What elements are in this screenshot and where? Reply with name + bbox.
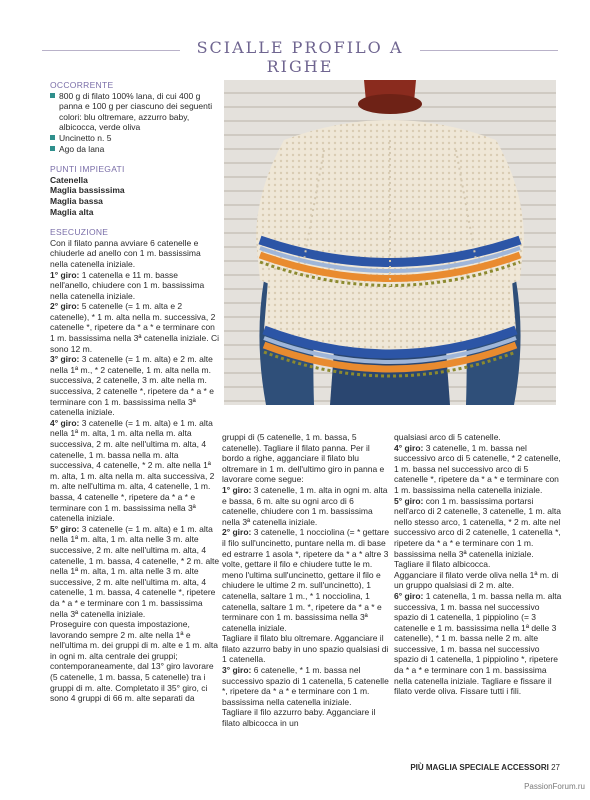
stitch-item: Maglia bassissima xyxy=(50,185,125,196)
page-number: 27 xyxy=(551,763,560,772)
watermark: PassionForum.ru xyxy=(524,782,585,791)
paragraph: Agganciare il filato verde oliva nella 1ª m. di un gruppo qualsiasi di 2 m. alte. xyxy=(394,569,559,591)
list-item: 800 g di filato 100% lana, di cui 400 g panna e 100 g per ciascuno dei seguenti colori: blu oltremare, azzurro baby, albicocca, verde oliva xyxy=(50,91,220,133)
round-paragraph: 6° giro: 1 catenella, 1 m. bassa nella m. alta successiva, 1 m. bassa nel successivo spazio di 1 catenella, 1 pippiolino (= 3 catenelle e 1 m. bassissima nella 1ª delle 3 catenelle), * 1 m. bassa nelle 2 m. alte successive, 1 m. bassa nel successivo spazio di 1 catenella, 1 pippiolino *, ripetere da * a * e terminare con 1 m. bassissima nella catenella iniziale. Tagliare e fissare il filato verde oliva. Fissare tutti i fili. xyxy=(394,590,562,697)
page-footer xyxy=(340,763,560,772)
list-item: Ago da lana xyxy=(50,144,220,155)
round-paragraph: 5° giro: con 1 m. bassissima portarsi nell'arco di 2 catenelle, 3 catenelle, 1 m. alta nello stesso arco, 1 catenella, * 2 m. alte nel successivo arco di 2 catenelle, 1 catenella *, ripetere da * a * e terminare con 1 m. bassissima nella 3ª catenella iniziale. Tagliare il filato albicocca. xyxy=(394,495,561,570)
paragraph: gruppi di (5 catenelle, 1 m. bassa, 5 catenelle). Tagliare il filato panna. Per il bordo a righe, agganciare il filato blu oltremare in 1 m. dell'ultimo giro in panna e lavorare come segue: xyxy=(222,432,385,485)
bullet-square-icon xyxy=(50,135,55,140)
magazine-name: PIÙ MAGLIA SPECIALE ACCESSORI xyxy=(410,763,549,772)
round-paragraph: 5° giro: 3 catenelle (= 1 m. alta) e 1 m. alta nella 1ª m. alta, 1 m. alta nelle 3 m. alte successive, 2 m. alte nell'ultima m. alta, 4 catenelle, 1 m. bassa, 4 catenelle, * 2 m. alte nella 1ª m. alta, 1 m. alta nelle 3 m. alte successive, 2 m. alte nell'ultima m. alta, 4 catenelle, 1 m. bassa, 4 catenelle *, ripetere da * a * e terminare con 1 m. bassissima nella 3ª catenella iniziale. xyxy=(50,523,220,619)
section-heading-punti: PUNTI IMPIEGATI xyxy=(50,164,125,175)
paragraph: Tagliare il filato blu oltremare. Agganciare il filato azzurro baby in uno spazio qualsiasi di 1 catenella. xyxy=(222,633,389,665)
title-rule-right xyxy=(420,50,558,51)
shawl-photo xyxy=(224,80,556,405)
round-paragraph: 3° giro: 6 catenelle, * 1 m. bassa nel successivo spazio di 1 catenella, 5 catenelle *, ripetere da * a * e terminare con 1 m. bassissima nella catenella iniziale. xyxy=(222,665,389,707)
paragraph: Proseguire con questa impostazione, lavorando sempre 2 m. alte nella 1ª e nell'ultima m. dei gruppi di m. alte e 1 m. alta in ogni m. alta centrale dei gruppi; contemporaneamente, dal 13° giro lavorare (5 catenelle, 1 m. bassa, 5 catenelle) tra i gruppi di m. alte. Completato il 35° giro, ci sono 4 gruppi di 66 m. alte separati da xyxy=(50,619,218,704)
bullet-square-icon xyxy=(50,146,55,151)
round-paragraph: 1° giro: 3 catenelle, 1 m. alta in ogni m. alta e bassa, 6 m. alte su ogni arco di 6 catenelle, chiudere con 1 m. bassissima nella 3ª catenella iniziale. xyxy=(222,484,388,527)
paragraph: Tagliare il filo azzurro baby. Agganciare il filato albicocca in un xyxy=(222,707,376,729)
column-left xyxy=(50,80,220,704)
round-paragraph: 1° giro: 1 catenella e 11 m. basse nell'anello, chiudere con 1 m. bassissima nella catenella iniziale. xyxy=(50,269,205,301)
stitch-item: Maglia bassa xyxy=(50,195,103,206)
stitch-item: Maglia alta xyxy=(50,206,94,217)
round-paragraph: 4° giro: 3 catenelle (= 1 m. alta) e 1 m. alta nella 1ª m. alta, 1 m. alta nella m. alta successiva, 2 m. alte nell'ultima m. alta, 4 catenelle, 1 m. bassa nella m. alta successiva, 4 catenelle, * 2 m. alte nella 1ª m. alta, 1 m. alta nella m. alta successiva, 2 m. alte nell'ultima m. alta, 4 catenelle, 1 m. bassa, 4 catenelle *, ripetere da * a * e terminare con 1 m. bassissima nella 3ª catenella iniziale. xyxy=(50,417,215,524)
bullet-square-icon xyxy=(50,93,55,98)
round-paragraph: 4° giro: 3 catenelle, 1 m. bassa nel successivo arco di 5 catenelle, * 2 catenelle, 1 m. bassa nel successivo arco di 5 catenelle *, ripetere da * a * e terminare con 1 m. bassissima nella catenella iniziale. xyxy=(394,442,561,495)
round-paragraph: 2° giro: 3 catenelle, 1 nocciolina (= * gettare il filo sull'uncinetto, puntare nella m. di base ed estrarre 1 asola *, ripetere da * a * altre 3 volte, gettare il filo e chiudere tutte le m. meno l'ultima sull'uncinetto, gettare il filo e chiudere le ultime 2 m. sull'uncinetto), 1 catenella, saltare 1 m., * 1 nocciolina, 1 catenella, saltare 1 m. *, ripetere da * a * e terminare con 1 m. bassissima nella 3ª catenella iniziale. xyxy=(222,527,390,633)
page-title: SCIALLE PROFILO A RIGHE xyxy=(196,38,404,76)
section-heading-esecuzione: ESECUZIONE xyxy=(50,227,109,238)
column-right xyxy=(394,432,564,697)
list-item: Uncinetto n. 5 xyxy=(50,133,220,144)
section-heading-occorrente: OCCORRENTE xyxy=(50,80,114,90)
page-title-bar xyxy=(0,38,590,76)
column-middle xyxy=(222,432,392,729)
paragraph: qualsiasi arco di 5 catenelle. xyxy=(394,432,501,442)
paragraph: Con il filato panna avviare 6 catenelle e chiuderle ad anello con 1 m. bassissima nella catenella iniziale. xyxy=(50,237,201,269)
stitch-item: Catenella xyxy=(50,174,88,185)
title-rule-left xyxy=(42,50,180,51)
round-paragraph: 3° giro: 3 catenelle (= 1 m. alta) e 2 m. alte nella 1ª m., * 2 catenelle, 1 m. alta nella m. successiva, 2 catenelle, 3 m. alte nella m. successiva, 2 catenelle *, ripetere da * a * e terminare con 1 m. bassissima nella 3ª catenella iniziale. xyxy=(50,354,214,418)
round-paragraph: 2° giro: 5 catenelle (= 1 m. alta e 2 catenelle), * 1 m. alta nella m. successiva, 2 catenelle *, ripetere da * a * e terminare con 1 m. bassissima nella 3ª catenella iniziale. Ci sono 12 m. xyxy=(50,301,219,354)
